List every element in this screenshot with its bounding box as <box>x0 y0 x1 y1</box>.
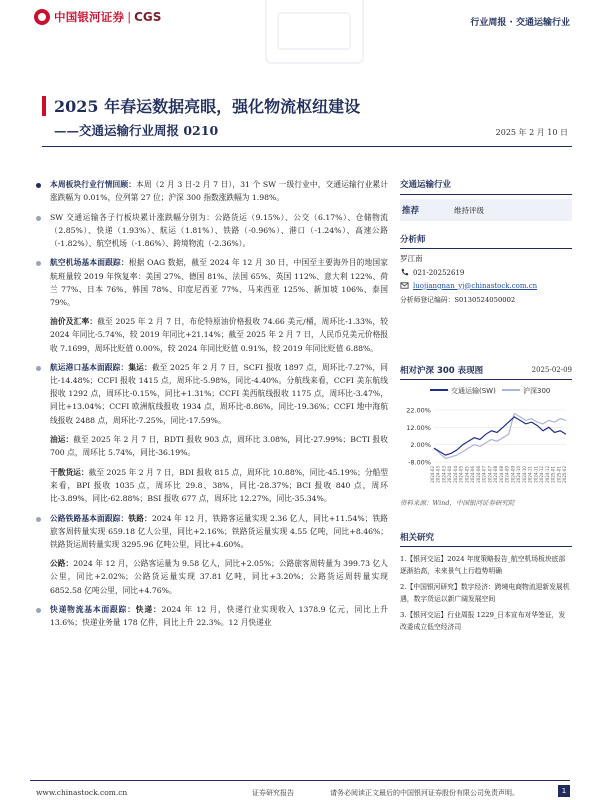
title-divider <box>42 146 572 147</box>
x-tick-label: 2024-12 <box>539 466 545 483</box>
x-tick-label: 2024-05 <box>464 466 470 483</box>
bullet-icon <box>36 261 41 266</box>
paragraph-subkeyword: 集运： <box>128 363 152 373</box>
brand-abbrev: CGS <box>134 10 162 24</box>
cert-row: 分析师登记编码：S0130524050002 <box>400 296 516 304</box>
page-footer <box>0 772 600 800</box>
bullet-icon <box>36 517 41 522</box>
paragraph-text: SW 交通运输各子行板块累计涨跌幅分别为：公路货运（9.15%）、公交（6.17%）、仓储物流（2.85%）、快递（1.93%）、航运（1.81%）、铁路（-0.96%）、港口（-1.24%）、高速公路（-1.82%）、航空机场（-1.86%）、跨境物流（-2.36%）。 <box>50 212 388 248</box>
report-date: 2025 年 2 月 10 日 <box>495 128 568 137</box>
page-number: 1 <box>558 785 570 797</box>
footer-divider <box>30 780 570 781</box>
sidebar <box>400 178 572 637</box>
x-tick-label: 2024-08 <box>493 466 499 483</box>
y-tick-label: 22.00% <box>406 406 431 415</box>
performance-chart <box>400 380 572 492</box>
x-tick-label: 2024-03 <box>435 466 441 483</box>
paragraph-dry-bulk <box>36 466 388 505</box>
paragraph-subkeyword: 快递： <box>135 605 162 615</box>
paragraph-text: 2024 年 12 月，公路客运量为 9.58 亿人，同比+2.05%；公路旅客周转量为 399.73 亿人公里，同比+2.02%；公路货运量实现 37.81 亿吨，同比+3.20%；公路货运周转量实现 6852.58 亿吨公里，同比+4.76%。 <box>50 559 388 595</box>
paragraph-keyword: 公路： <box>50 559 74 569</box>
x-tick-label: 2024-06 <box>475 466 481 483</box>
page-header <box>0 0 600 40</box>
x-tick-label: 2024-07 <box>481 466 487 483</box>
paragraph-text: 截至 2025 年 2 月 7 日，BDTI 报收 903 点，周环比 3.08%，同比-27.99%；BCTI 报收 700 点，周环比 5.74%，同比-36.19%。 <box>50 435 388 458</box>
rating-value: 维持评级 <box>454 205 484 215</box>
industry-title: 交通运输行业 <box>400 180 452 190</box>
x-tick-label: 2024-10 <box>521 466 527 483</box>
brand-logo <box>34 9 161 25</box>
legend-label: 沪深300 <box>523 387 551 395</box>
related-list <box>400 553 572 633</box>
paragraph-keyword: 航空机场基本面跟踪： <box>50 258 129 268</box>
paragraph-text: 2024 年 12 月，铁路客运量实现 2.36 亿人，同比+11.54%；铁路旅客周转量实现 659.18 亿人公里，同比+2.16%；铁路货运量实现 4.55 亿吨，同比+8.46%；铁路货运周转量实现 3295.96 亿吨公里，同比+4.60%。 <box>50 513 388 549</box>
paragraph-text: 截至 2025 年 2 月 7 日，布伦特原油价格报收 74.66 美元/桶，周环比-1.33%，较 2024 年同比-5.74%，较 2019 年同比+21.14%；截至 2025 年 2 月 7 日，人民币兑美元价格报收 7.1699，周环比贬值 0.00%，较 2024 年同比贬值 0.91%，较 2019 年同比贬值 6.88%。 <box>50 317 388 353</box>
x-tick-label: 2024-04 <box>452 466 458 483</box>
y-tick-label: 2.00% <box>410 441 431 450</box>
footer-label: 证券研究报告 <box>252 789 294 797</box>
analyst-email-link[interactable]: luojiangnan_yj@chinastock.com.cn <box>413 281 538 290</box>
phone-number: 021-20252619 <box>413 268 465 277</box>
section-divider <box>400 546 572 547</box>
bullet-icon <box>36 366 41 371</box>
x-tick-label: 2024-11 <box>527 466 533 483</box>
legend-label: 交通运输(SW) <box>451 387 496 395</box>
paragraph-keyword: 油运： <box>50 435 74 445</box>
rating-row <box>400 199 572 221</box>
main-content <box>36 178 388 636</box>
x-tick-label: 2024-09 <box>510 466 516 483</box>
paragraph-aviation <box>36 256 388 308</box>
x-tick-label: 2024-09 <box>504 466 510 483</box>
report-title: 2025 年春运数据亮眼，强化物流枢纽建设 <box>54 97 361 116</box>
rating-label: 推荐 <box>402 206 420 216</box>
report-type: 行业周报 · 交通运输行业 <box>470 18 570 28</box>
x-tick-label: 2024-04 <box>447 466 453 483</box>
paragraph-keyword: 航运港口基本面跟踪： <box>50 363 129 373</box>
paragraph-text: 截至 2025 年 2 月 7 日，BDI 报收 815 点，周环比 10.88%，同比-45.19%；分船型来看，BPI 报收 1035 点，周环比 29.8、38%，同比-28.37%；BCI 报收 840 点，周环比-3.89%，同比-62.88%；BSI 报收 677 点，周环比 12.27%，同比-35.34%。 <box>50 467 388 503</box>
x-tick-label: 2024-05 <box>458 466 464 483</box>
paragraph-text: 截至 2025 年 2 月 7 日，SCFI 报收 1897 点，周环比-7.27%，同比-14.48%；CCFI 报收 1415 点，周环比-5.98%，同比-4.40%。分航线来看，CCFI 美东航线报收 1292 点，周环比-0.15%，同比+1.31%；CCFI 美西航线报收 1175 点，周环比-3.47%，同比+13.04%；CCFI 欧洲航线报收 1934 点，周环比-8.86%，同比-19.36%；CCFI 地中海航线报收 2488 点，周环比-7.25%，同比-17.59%。 <box>50 363 388 425</box>
mail-icon <box>400 281 409 290</box>
x-tick-label: 2024-08 <box>498 466 504 483</box>
paragraph-oil-tanker <box>36 433 388 459</box>
email-row <box>400 281 572 290</box>
related-item[interactable]: 3.【银河交运】行业周报 1229_日本宣布对华签证，发改委成立低空经济司 <box>400 611 566 631</box>
related-item[interactable]: 2.【中国银河研究】数字经济：跨境电商物流迎新发展机遇，数字货运以新广阔发展空间 <box>400 583 570 603</box>
paragraph-market-review <box>36 178 388 204</box>
paragraph-keyword: 本周板块行业行情回顾： <box>50 180 137 189</box>
x-tick-label: 2025-01 <box>550 466 556 483</box>
chart-date: 2025-02-09 <box>531 366 572 374</box>
bullet-icon <box>36 183 41 188</box>
paragraph-express <box>36 603 388 629</box>
chart-source: 资料来源：Wind，中国银河证券研究院 <box>400 499 515 507</box>
y-tick-label: 12.00% <box>406 423 431 432</box>
x-tick-label: 2025-02 <box>562 466 567 483</box>
paragraph-text: 2024 年 12 月，快递行业实现收入 1378.9 亿元，同比上升 13.6%；快递业务量 178 亿件，同比上升 22.3%。12 月快递业 <box>50 605 388 628</box>
logo-mark-icon <box>34 9 50 25</box>
footer-disclaimer: 请务必阅读正文最后的中国银河证券股份有限公司免责声明。 <box>330 789 519 797</box>
related-title: 相关研究 <box>400 533 435 543</box>
phone-icon <box>400 268 409 277</box>
paragraph-keyword: 公路铁路基本面跟踪： <box>50 513 129 523</box>
paragraph-text: 根据 OAG 数据，截至 2024 年 12 月 30 日，中国至主要海外目的地国家航班量较 2019 年恢复率：美国 27%、德国 81%、法国 65%、英国 112%、意大利 122%、荷兰 77%、日本 76%、韩国 78%、印度尼西亚 77%、马来西亚 125%、新加坡 106%、泰国 79%。 <box>50 258 388 307</box>
x-tick-label: 2024-07 <box>487 466 493 483</box>
brand-separator: | <box>127 10 132 24</box>
related-item[interactable]: 1.【银河交运】2024 年度策略报告_航空机场板块底部逐渐抬高，未来景气上行趋势明确 <box>400 555 566 575</box>
paragraph-keyword: 快递物流基本面跟踪： <box>50 605 136 615</box>
brand-name: 中国银河证券 <box>54 10 125 24</box>
paragraph-subsector <box>36 211 388 250</box>
paragraph-text: 本周（2 月 3 日-2 月 7 日），31 个 SW 一级行业中，交通运输行业累计涨跌幅为 0.01%，位列第 27 位；沪深 300 指数涨跌幅为 1.98%。 <box>50 180 388 203</box>
x-tick-label: 2024-03 <box>441 466 447 483</box>
analyst-name: 罗江南 <box>400 254 423 263</box>
bullet-icon <box>36 216 41 221</box>
paragraph-highway <box>36 557 388 596</box>
section-divider <box>400 194 572 195</box>
cgs-watermark-icon <box>265 0 364 64</box>
bullet-icon <box>36 608 41 613</box>
x-tick-label: 2024-02 <box>430 466 435 483</box>
chart-header <box>400 364 572 376</box>
phone-row <box>400 268 572 277</box>
x-tick-label: 2024-12 <box>544 466 550 483</box>
paragraph-keyword: 油价及汇率： <box>50 317 98 327</box>
x-tick-label: 2024-10 <box>516 466 522 483</box>
x-tick-label: 2024-11 <box>533 466 539 483</box>
section-divider <box>400 248 572 249</box>
paragraph-shipping <box>36 361 388 426</box>
paragraph-railway <box>36 512 388 551</box>
paragraph-keyword: 干散货运： <box>50 467 89 477</box>
chart-title: 相对沪深 300 表现图 <box>400 366 484 376</box>
y-tick-label: -8.00% <box>408 458 431 467</box>
analyst-title: 分析师 <box>400 235 426 245</box>
paragraph-oil-fx <box>36 315 388 354</box>
title-accent-bar <box>42 96 46 116</box>
x-tick-label: 2025-01 <box>556 466 562 483</box>
footer-website[interactable]: www.chinastock.com.cn <box>36 788 128 797</box>
report-subtitle: ——交通运输行业周报 0210 <box>54 123 219 138</box>
x-tick-label: 2024-06 <box>470 466 476 483</box>
paragraph-subkeyword: 铁路： <box>128 513 152 523</box>
